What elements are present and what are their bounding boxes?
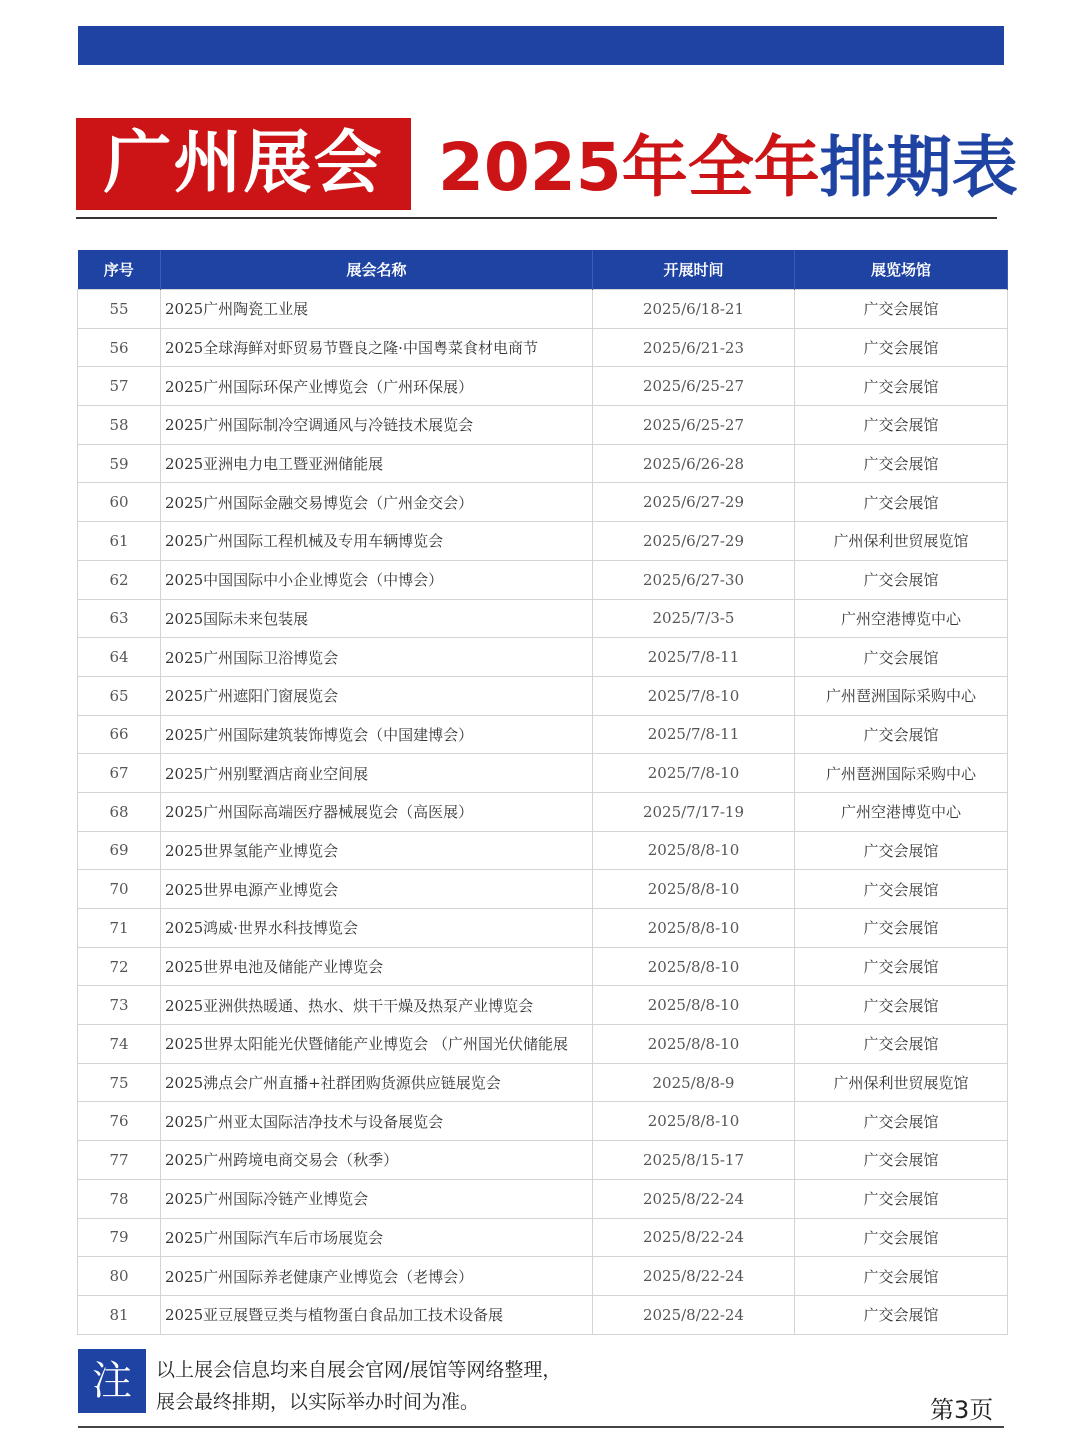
table-row bbox=[78, 328, 1008, 367]
table-row bbox=[78, 290, 1008, 329]
table-row bbox=[78, 986, 1008, 1025]
exhibition-venue: 广交会展馆 bbox=[795, 367, 1008, 406]
row-number: 64 bbox=[78, 638, 161, 677]
exhibition-date: 2025/7/8-11 bbox=[593, 638, 795, 677]
table-row bbox=[78, 909, 1008, 948]
exhibition-venue: 广交会展馆 bbox=[795, 1179, 1008, 1218]
exhibition-date: 2025/6/26-28 bbox=[593, 444, 795, 483]
exhibition-date: 2025/7/8-11 bbox=[593, 715, 795, 754]
table-row bbox=[78, 947, 1008, 986]
exhibition-name: 2025广州别墅酒店商业空间展 bbox=[161, 754, 593, 793]
table-row bbox=[78, 715, 1008, 754]
exhibition-venue: 广交会展馆 bbox=[795, 406, 1008, 445]
table-row bbox=[78, 870, 1008, 909]
page-number: 第3页 bbox=[930, 1396, 994, 1424]
table-row bbox=[78, 1025, 1008, 1064]
exhibition-venue: 广州琶洲国际采购中心 bbox=[795, 754, 1008, 793]
exhibition-name: 2025广州陶瓷工业展 bbox=[161, 290, 593, 329]
exhibition-name: 2025中国国际中小企业博览会（中博会） bbox=[161, 560, 593, 599]
exhibition-name: 2025世界氢能产业博览会 bbox=[161, 831, 593, 870]
exhibition-name: 2025广州国际高端医疗器械展览会（高医展） bbox=[161, 792, 593, 831]
exhibition-schedule-table bbox=[77, 250, 1008, 1335]
exhibition-venue: 广交会展馆 bbox=[795, 1102, 1008, 1141]
exhibition-date: 2025/7/8-10 bbox=[593, 754, 795, 793]
row-number: 61 bbox=[78, 522, 161, 561]
table-row bbox=[78, 1102, 1008, 1141]
bottom-divider bbox=[78, 1426, 1004, 1428]
exhibition-venue: 广交会展馆 bbox=[795, 1141, 1008, 1180]
table-row bbox=[78, 1179, 1008, 1218]
note-text bbox=[156, 1354, 561, 1418]
exhibition-name: 2025全球海鲜对虾贸易节暨良之隆·中国粤菜食材电商节 bbox=[161, 328, 593, 367]
exhibition-date: 2025/8/22-24 bbox=[593, 1257, 795, 1296]
table-row bbox=[78, 444, 1008, 483]
row-number: 77 bbox=[78, 1141, 161, 1180]
exhibition-venue: 广交会展馆 bbox=[795, 290, 1008, 329]
row-number: 72 bbox=[78, 947, 161, 986]
note-line-1: 以上展会信息均来自展会官网/展馆等网络整理， bbox=[156, 1359, 562, 1381]
exhibition-venue: 广交会展馆 bbox=[795, 870, 1008, 909]
top-banner-bar bbox=[78, 26, 1004, 65]
table-row bbox=[78, 1218, 1008, 1257]
exhibition-date: 2025/8/8-10 bbox=[593, 986, 795, 1025]
note-line-2: 展会最终排期，以实际举办时间为准。 bbox=[156, 1391, 480, 1413]
table-row bbox=[78, 483, 1008, 522]
exhibition-date: 2025/8/8-9 bbox=[593, 1063, 795, 1102]
table-row bbox=[78, 831, 1008, 870]
title-divider bbox=[76, 217, 997, 219]
exhibition-name: 2025广州国际冷链产业博览会 bbox=[161, 1179, 593, 1218]
row-number: 63 bbox=[78, 599, 161, 638]
row-number: 78 bbox=[78, 1179, 161, 1218]
exhibition-venue: 广交会展馆 bbox=[795, 444, 1008, 483]
row-number: 65 bbox=[78, 676, 161, 715]
row-number: 58 bbox=[78, 406, 161, 445]
exhibition-name: 2025广州国际制冷空调通风与冷链技术展览会 bbox=[161, 406, 593, 445]
table-row bbox=[78, 1257, 1008, 1296]
exhibition-date: 2025/6/25-27 bbox=[593, 367, 795, 406]
row-number: 66 bbox=[78, 715, 161, 754]
exhibition-name: 2025世界电池及储能产业博览会 bbox=[161, 947, 593, 986]
exhibition-venue: 广州琶洲国际采购中心 bbox=[795, 676, 1008, 715]
row-number: 76 bbox=[78, 1102, 161, 1141]
column-header-date: 开展时间 bbox=[593, 250, 795, 290]
exhibition-date: 2025/6/18-21 bbox=[593, 290, 795, 329]
exhibition-name: 2025广州国际建筑装饰博览会（中国建博会） bbox=[161, 715, 593, 754]
exhibition-name: 2025亚洲供热暖通、热水、烘干干燥及热泵产业博览会 bbox=[161, 986, 593, 1025]
table-row bbox=[78, 367, 1008, 406]
exhibition-date: 2025/8/8-10 bbox=[593, 1025, 795, 1064]
exhibition-venue: 广交会展馆 bbox=[795, 1295, 1008, 1334]
exhibition-venue: 广交会展馆 bbox=[795, 1257, 1008, 1296]
exhibition-venue: 广交会展馆 bbox=[795, 831, 1008, 870]
exhibition-venue: 广州空港博览中心 bbox=[795, 599, 1008, 638]
exhibition-date: 2025/6/27-30 bbox=[593, 560, 795, 599]
exhibition-date: 2025/8/8-10 bbox=[593, 831, 795, 870]
exhibition-name: 2025广州亚太国际洁净技术与设备展览会 bbox=[161, 1102, 593, 1141]
exhibition-venue: 广交会展馆 bbox=[795, 715, 1008, 754]
exhibition-venue: 广交会展馆 bbox=[795, 638, 1008, 677]
table-header-row bbox=[78, 250, 1008, 290]
table-row bbox=[78, 522, 1008, 561]
exhibition-name: 2025沸点会广州直播+社群团购货源供应链展览会 bbox=[161, 1063, 593, 1102]
exhibition-name: 2025世界电源产业博览会 bbox=[161, 870, 593, 909]
exhibition-venue: 广交会展馆 bbox=[795, 1218, 1008, 1257]
exhibition-date: 2025/7/8-10 bbox=[593, 676, 795, 715]
column-header-no: 序号 bbox=[78, 250, 161, 290]
table-row bbox=[78, 754, 1008, 793]
exhibition-name: 2025国际未来包装展 bbox=[161, 599, 593, 638]
exhibition-name: 2025亚洲电力电工暨亚洲储能展 bbox=[161, 444, 593, 483]
exhibition-name: 2025广州跨境电商交易会（秋季） bbox=[161, 1141, 593, 1180]
title-text bbox=[438, 118, 1018, 210]
row-number: 80 bbox=[78, 1257, 161, 1296]
row-number: 57 bbox=[78, 367, 161, 406]
exhibition-name: 2025广州国际工程机械及专用车辆博览会 bbox=[161, 522, 593, 561]
table-row bbox=[78, 1141, 1008, 1180]
table-row bbox=[78, 676, 1008, 715]
exhibition-venue: 广州空港博览中心 bbox=[795, 792, 1008, 831]
exhibition-name: 2025广州国际汽车后市场展览会 bbox=[161, 1218, 593, 1257]
row-number: 55 bbox=[78, 290, 161, 329]
exhibition-name: 2025亚豆展暨豆类与植物蛋白食品加工技术设备展 bbox=[161, 1295, 593, 1334]
exhibition-name: 2025世界太阳能光伏暨储能产业博览会 （广州国光伏储能展 bbox=[161, 1025, 593, 1064]
exhibition-name: 2025鸿威·世界水科技博览会 bbox=[161, 909, 593, 948]
table-row bbox=[78, 792, 1008, 831]
row-number: 59 bbox=[78, 444, 161, 483]
exhibition-date: 2025/8/8-10 bbox=[593, 909, 795, 948]
table-row bbox=[78, 406, 1008, 445]
exhibition-date: 2025/6/21-23 bbox=[593, 328, 795, 367]
table-row bbox=[78, 638, 1008, 677]
title-schedule: 排期表 bbox=[819, 129, 1018, 206]
exhibition-date: 2025/8/22-24 bbox=[593, 1179, 795, 1218]
exhibition-venue: 广州保利世贸展览馆 bbox=[795, 522, 1008, 561]
row-number: 71 bbox=[78, 909, 161, 948]
exhibition-date: 2025/6/25-27 bbox=[593, 406, 795, 445]
exhibition-date: 2025/8/8-10 bbox=[593, 947, 795, 986]
exhibition-date: 2025/6/27-29 bbox=[593, 522, 795, 561]
exhibition-name: 2025广州国际环保产业博览会（广州环保展） bbox=[161, 367, 593, 406]
row-number: 69 bbox=[78, 831, 161, 870]
exhibition-date: 2025/7/3-5 bbox=[593, 599, 795, 638]
exhibition-venue: 广交会展馆 bbox=[795, 986, 1008, 1025]
exhibition-date: 2025/6/27-29 bbox=[593, 483, 795, 522]
exhibition-name: 2025广州国际养老健康产业博览会（老博会） bbox=[161, 1257, 593, 1296]
exhibition-venue: 广交会展馆 bbox=[795, 483, 1008, 522]
exhibition-name: 2025广州国际金融交易博览会（广州金交会） bbox=[161, 483, 593, 522]
note-badge: 注 bbox=[78, 1349, 146, 1413]
exhibition-venue: 广交会展馆 bbox=[795, 909, 1008, 948]
table-row bbox=[78, 1063, 1008, 1102]
exhibition-date: 2025/8/15-17 bbox=[593, 1141, 795, 1180]
exhibition-venue: 广交会展馆 bbox=[795, 560, 1008, 599]
exhibition-date: 2025/7/17-19 bbox=[593, 792, 795, 831]
row-number: 70 bbox=[78, 870, 161, 909]
row-number: 75 bbox=[78, 1063, 161, 1102]
column-header-name: 展会名称 bbox=[161, 250, 593, 290]
row-number: 68 bbox=[78, 792, 161, 831]
exhibition-name: 2025广州国际卫浴博览会 bbox=[161, 638, 593, 677]
exhibition-date: 2025/8/22-24 bbox=[593, 1218, 795, 1257]
row-number: 56 bbox=[78, 328, 161, 367]
row-number: 81 bbox=[78, 1295, 161, 1334]
title-area bbox=[76, 118, 1018, 218]
table-row bbox=[78, 1295, 1008, 1334]
exhibition-date: 2025/8/8-10 bbox=[593, 1102, 795, 1141]
column-header-venue: 展览场馆 bbox=[795, 250, 1008, 290]
exhibition-venue: 广交会展馆 bbox=[795, 947, 1008, 986]
exhibition-name: 2025广州遮阳门窗展览会 bbox=[161, 676, 593, 715]
exhibition-venue: 广州保利世贸展览馆 bbox=[795, 1063, 1008, 1102]
exhibition-date: 2025/8/8-10 bbox=[593, 870, 795, 909]
table-row bbox=[78, 560, 1008, 599]
row-number: 62 bbox=[78, 560, 161, 599]
row-number: 74 bbox=[78, 1025, 161, 1064]
title-city-box: 广州展会 bbox=[76, 118, 411, 210]
title-year: 2025年全年 bbox=[438, 129, 820, 206]
table-row bbox=[78, 599, 1008, 638]
exhibition-date: 2025/8/22-24 bbox=[593, 1295, 795, 1334]
row-number: 67 bbox=[78, 754, 161, 793]
row-number: 79 bbox=[78, 1218, 161, 1257]
exhibition-venue: 广交会展馆 bbox=[795, 1025, 1008, 1064]
row-number: 60 bbox=[78, 483, 161, 522]
exhibition-venue: 广交会展馆 bbox=[795, 328, 1008, 367]
row-number: 73 bbox=[78, 986, 161, 1025]
